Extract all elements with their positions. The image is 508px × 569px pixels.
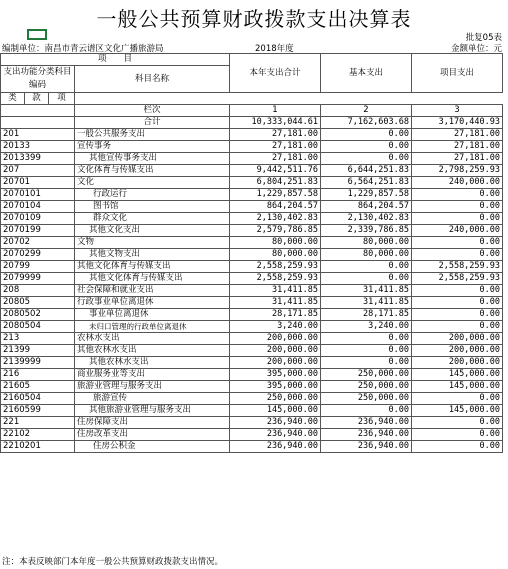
fiscal-year: 2018年度 — [255, 44, 294, 54]
row-code[interactable]: 21605 — [1, 381, 75, 393]
row-basic[interactable]: 6,644,251.83 — [321, 165, 412, 177]
row-project[interactable]: 2,798,259.93 — [412, 165, 503, 177]
sum-label[interactable]: 合计 — [75, 117, 230, 129]
sum-code-cell[interactable] — [1, 117, 75, 129]
row-total[interactable]: 27,181.00 — [230, 153, 321, 165]
row-project[interactable]: 0.00 — [412, 441, 503, 453]
row-subject-name[interactable]: 行政事业单位离退休 — [75, 297, 230, 309]
sum-project[interactable]: 3,170,440.93 — [412, 117, 503, 129]
row-project[interactable]: 0.00 — [412, 321, 503, 333]
row-total[interactable]: 9,442,511.76 — [230, 165, 321, 177]
row-project[interactable]: 0.00 — [412, 237, 503, 249]
row-total[interactable]: 395,000.00 — [230, 369, 321, 381]
table-row — [1, 417, 503, 429]
table-row — [1, 189, 503, 201]
row-total[interactable]: 250,000.00 — [230, 393, 321, 405]
table-row — [1, 153, 503, 165]
row-subject-name[interactable]: 其他旅游业管理与服务支出 — [75, 405, 230, 417]
row-subject-name[interactable]: 文化 — [75, 177, 230, 189]
row-total[interactable]: 200,000.00 — [230, 357, 321, 369]
header-kuan[interactable]: 款 — [25, 93, 49, 105]
row-basic[interactable]: 2,339,786.85 — [321, 225, 412, 237]
table-row — [1, 249, 503, 261]
table-row — [1, 393, 503, 405]
row-code[interactable]: 2080504 — [1, 321, 75, 333]
row-total[interactable]: 2,579,786.85 — [230, 225, 321, 237]
row-basic[interactable]: 3,240.00 — [321, 321, 412, 333]
row-total[interactable]: 200,000.00 — [230, 333, 321, 345]
row-total[interactable]: 28,171.85 — [230, 309, 321, 321]
row-basic[interactable]: 250,000.00 — [321, 393, 412, 405]
row-total[interactable]: 200,000.00 — [230, 345, 321, 357]
table-row — [1, 297, 503, 309]
table-row — [1, 201, 503, 213]
row-total[interactable]: 80,000.00 — [230, 249, 321, 261]
row-total[interactable]: 395,000.00 — [230, 381, 321, 393]
row-code[interactable]: 20702 — [1, 237, 75, 249]
row-subject-name[interactable]: 旅游宣传 — [75, 393, 230, 405]
row-code[interactable]: 20805 — [1, 297, 75, 309]
row-project[interactable]: 2,558,259.93 — [412, 273, 503, 285]
row-project[interactable]: 2,558,259.93 — [412, 261, 503, 273]
row-project[interactable]: 240,000.00 — [412, 177, 503, 189]
row-code[interactable]: 213 — [1, 333, 75, 345]
row-subject-name[interactable]: 住房改革支出 — [75, 429, 230, 441]
row-total[interactable]: 2,130,402.83 — [230, 213, 321, 225]
row-code[interactable]: 208 — [1, 285, 75, 297]
row-subject-name[interactable]: 行政运行 — [75, 189, 230, 201]
row-project[interactable]: 145,000.00 — [412, 405, 503, 417]
row-project[interactable]: 0.00 — [412, 201, 503, 213]
table-row — [1, 273, 503, 285]
row-subject-name[interactable]: 事业单位离退休 — [75, 309, 230, 321]
row-total[interactable]: 1,229,857.58 — [230, 189, 321, 201]
row-total[interactable]: 27,181.00 — [230, 141, 321, 153]
row-subject-name[interactable]: 文物 — [75, 237, 230, 249]
row-code[interactable]: 2160599 — [1, 405, 75, 417]
row-subject-name[interactable]: 宣传事务 — [75, 141, 230, 153]
col-index-3[interactable]: 3 — [412, 105, 503, 117]
row-code[interactable]: 20701 — [1, 177, 75, 189]
row-basic[interactable]: 250,000.00 — [321, 381, 412, 393]
row-basic[interactable]: 0.00 — [321, 333, 412, 345]
row-basic[interactable]: 28,171.85 — [321, 309, 412, 321]
row-code[interactable]: 2070109 — [1, 213, 75, 225]
row-subject-name[interactable]: 其他文化体育与传媒支出 — [75, 261, 230, 273]
table-row — [1, 261, 503, 273]
row-basic[interactable]: 236,940.00 — [321, 417, 412, 429]
row-subject-name[interactable]: 图书馆 — [75, 201, 230, 213]
row-subject-name[interactable]: 住房保障支出 — [75, 417, 230, 429]
sum-total[interactable]: 10,333,044.61 — [230, 117, 321, 129]
row-project[interactable]: 200,000.00 — [412, 333, 503, 345]
row-basic[interactable]: 80,000.00 — [321, 249, 412, 261]
row-subject-name[interactable]: 群众文化 — [75, 213, 230, 225]
row-subject-name[interactable]: 其他宣传事务支出 — [75, 153, 230, 165]
row-subject-name[interactable]: 其他农林水支出 — [75, 357, 230, 369]
row-basic[interactable]: 236,940.00 — [321, 429, 412, 441]
row-code[interactable]: 216 — [1, 369, 75, 381]
row-basic[interactable]: 0.00 — [321, 141, 412, 153]
row-subject-name[interactable]: 其他文化支出 — [75, 225, 230, 237]
row-project[interactable]: 0.00 — [412, 309, 503, 321]
row-code[interactable]: 2080502 — [1, 309, 75, 321]
table-row — [1, 213, 503, 225]
row-basic[interactable]: 0.00 — [321, 153, 412, 165]
row-code[interactable]: 2210201 — [1, 441, 75, 453]
table-row — [1, 177, 503, 189]
row-code[interactable]: 2070104 — [1, 201, 75, 213]
row-basic[interactable]: 80,000.00 — [321, 237, 412, 249]
report-title: 一般公共预算财政拨款支出决算表 — [96, 7, 412, 31]
row-subject-name[interactable]: 农林水支出 — [75, 333, 230, 345]
table-row — [1, 441, 503, 453]
row-project[interactable]: 0.00 — [412, 189, 503, 201]
header-row-1 — [1, 54, 503, 66]
header-basic[interactable]: 基本支出 — [321, 54, 412, 93]
row-basic[interactable]: 236,940.00 — [321, 441, 412, 453]
row-subject-name[interactable]: 一般公共服务支出 — [75, 129, 230, 141]
row-code[interactable]: 22102 — [1, 429, 75, 441]
table-row — [1, 237, 503, 249]
row-code[interactable]: 221 — [1, 417, 75, 429]
form-code: 批复05表 — [465, 33, 502, 43]
header-subject-name[interactable]: 科目名称 — [75, 66, 230, 93]
header-row-6 — [1, 93, 503, 105]
table-row — [1, 369, 503, 381]
lanci-label[interactable]: 栏次 — [75, 105, 230, 117]
row-project[interactable]: 0.00 — [412, 297, 503, 309]
table-row — [1, 333, 503, 345]
row-project[interactable]: 0.00 — [412, 417, 503, 429]
table-row — [1, 429, 503, 441]
row-total[interactable]: 31,411.85 — [230, 285, 321, 297]
row-subject-name[interactable]: 其他文物支出 — [75, 249, 230, 261]
row-subject-name[interactable]: 其他文化体育与传媒支出 — [75, 273, 230, 285]
col-index-2[interactable]: 2 — [321, 105, 412, 117]
header-project[interactable]: 项目支出 — [412, 54, 503, 93]
row-total[interactable]: 864,204.57 — [230, 201, 321, 213]
row-basic[interactable]: 31,411.85 — [321, 285, 412, 297]
row-subject-name[interactable]: 社会保障和就业支出 — [75, 285, 230, 297]
table-row — [1, 225, 503, 237]
header-total[interactable]: 本年支出合计 — [230, 54, 321, 93]
row-project[interactable]: 240,000.00 — [412, 225, 503, 237]
table-row — [1, 141, 503, 153]
row-subject-name[interactable]: 住房公积金 — [75, 441, 230, 453]
row-basic[interactable]: 31,411.85 — [321, 297, 412, 309]
row-code[interactable]: 20799 — [1, 261, 75, 273]
row-total[interactable]: 145,000.00 — [230, 405, 321, 417]
table-row — [1, 285, 503, 297]
row-project[interactable]: 145,000.00 — [412, 369, 503, 381]
header-func-code[interactable]: 支出功能分类科目编码 — [1, 66, 75, 93]
col-index-1[interactable]: 1 — [230, 105, 321, 117]
header-xiang[interactable]: 项 — [49, 93, 75, 105]
row-basic[interactable]: 0.00 — [321, 357, 412, 369]
footnote: 注：本表反映部门本年度一般公共预算财政拨款支出情况。 — [2, 557, 224, 567]
table-row — [1, 309, 503, 321]
row-code[interactable]: 21399 — [1, 345, 75, 357]
table-row — [1, 321, 503, 333]
row-code[interactable]: 2013399 — [1, 153, 75, 165]
row-basic[interactable]: 6,564,251.83 — [321, 177, 412, 189]
row-project[interactable]: 200,000.00 — [412, 345, 503, 357]
lanci-code-cell[interactable] — [1, 105, 75, 117]
table-row — [1, 357, 503, 369]
row-basic[interactable]: 250,000.00 — [321, 369, 412, 381]
row-subject-name[interactable]: 文化体育与传媒支出 — [75, 165, 230, 177]
row-code[interactable]: 2079999 — [1, 273, 75, 285]
row-subject-name[interactable]: 旅游业管理与服务支出 — [75, 381, 230, 393]
currency-unit: 金额单位：元 — [450, 44, 502, 54]
row-code[interactable]: 20133 — [1, 141, 75, 153]
row-project[interactable]: 145,000.00 — [412, 381, 503, 393]
row-project[interactable]: 27,181.00 — [412, 129, 503, 141]
row-basic[interactable]: 0.00 — [321, 261, 412, 273]
row-project[interactable]: 0.00 — [412, 213, 503, 225]
row-subject-name[interactable]: 商业服务业等支出 — [75, 369, 230, 381]
row-total[interactable]: 3,240.00 — [230, 321, 321, 333]
unit-label: 编制单位：南昌市青云谱区文化广播旅游局 — [2, 44, 164, 54]
sum-row — [1, 117, 503, 129]
lanci-row — [1, 105, 503, 117]
row-basic[interactable]: 0.00 — [321, 273, 412, 285]
table-row — [1, 345, 503, 357]
row-total[interactable]: 2,558,259.93 — [230, 273, 321, 285]
row-basic[interactable]: 2,130,402.83 — [321, 213, 412, 225]
header-lei[interactable]: 类 — [1, 93, 25, 105]
table-row — [1, 405, 503, 417]
row-project[interactable]: 0.00 — [412, 285, 503, 297]
row-subject-name[interactable]: 未归口管理的行政单位离退休 — [75, 321, 230, 333]
row-project[interactable]: 0.00 — [412, 429, 503, 441]
row-code[interactable]: 2139999 — [1, 357, 75, 369]
row-project[interactable]: 200,000.00 — [412, 357, 503, 369]
table-row — [1, 129, 503, 141]
table-row — [1, 165, 503, 177]
row-total[interactable]: 236,940.00 — [230, 417, 321, 429]
row-code[interactable]: 2070101 — [1, 189, 75, 201]
row-basic[interactable]: 0.00 — [321, 129, 412, 141]
row-project[interactable]: 0.00 — [412, 393, 503, 405]
row-total[interactable]: 80,000.00 — [230, 237, 321, 249]
expenditure-table — [0, 53, 503, 453]
row-project[interactable]: 27,181.00 — [412, 141, 503, 153]
row-basic[interactable]: 0.00 — [321, 405, 412, 417]
table-row — [1, 381, 503, 393]
row-total[interactable]: 2,558,259.93 — [230, 261, 321, 273]
row-code[interactable]: 2070199 — [1, 225, 75, 237]
row-subject-name[interactable]: 其他农林水支出 — [75, 345, 230, 357]
table-body — [1, 54, 503, 453]
row-total[interactable]: 31,411.85 — [230, 297, 321, 309]
sum-basic[interactable]: 7,162,603.68 — [321, 117, 412, 129]
row-total[interactable]: 27,181.00 — [230, 129, 321, 141]
row-code[interactable]: 2070299 — [1, 249, 75, 261]
row-code[interactable]: 201 — [1, 129, 75, 141]
row-code[interactable]: 207 — [1, 165, 75, 177]
row-basic[interactable]: 0.00 — [321, 345, 412, 357]
row-total[interactable]: 6,804,251.83 — [230, 177, 321, 189]
row-project[interactable]: 27,181.00 — [412, 153, 503, 165]
row-project[interactable]: 0.00 — [412, 249, 503, 261]
row-total[interactable]: 236,940.00 — [230, 429, 321, 441]
row-basic[interactable]: 864,204.57 — [321, 201, 412, 213]
row-basic[interactable]: 1,229,857.58 — [321, 189, 412, 201]
row-code[interactable]: 2160504 — [1, 393, 75, 405]
header-item-section[interactable]: 项 目 — [1, 54, 230, 66]
row-total[interactable]: 236,940.00 — [230, 441, 321, 453]
